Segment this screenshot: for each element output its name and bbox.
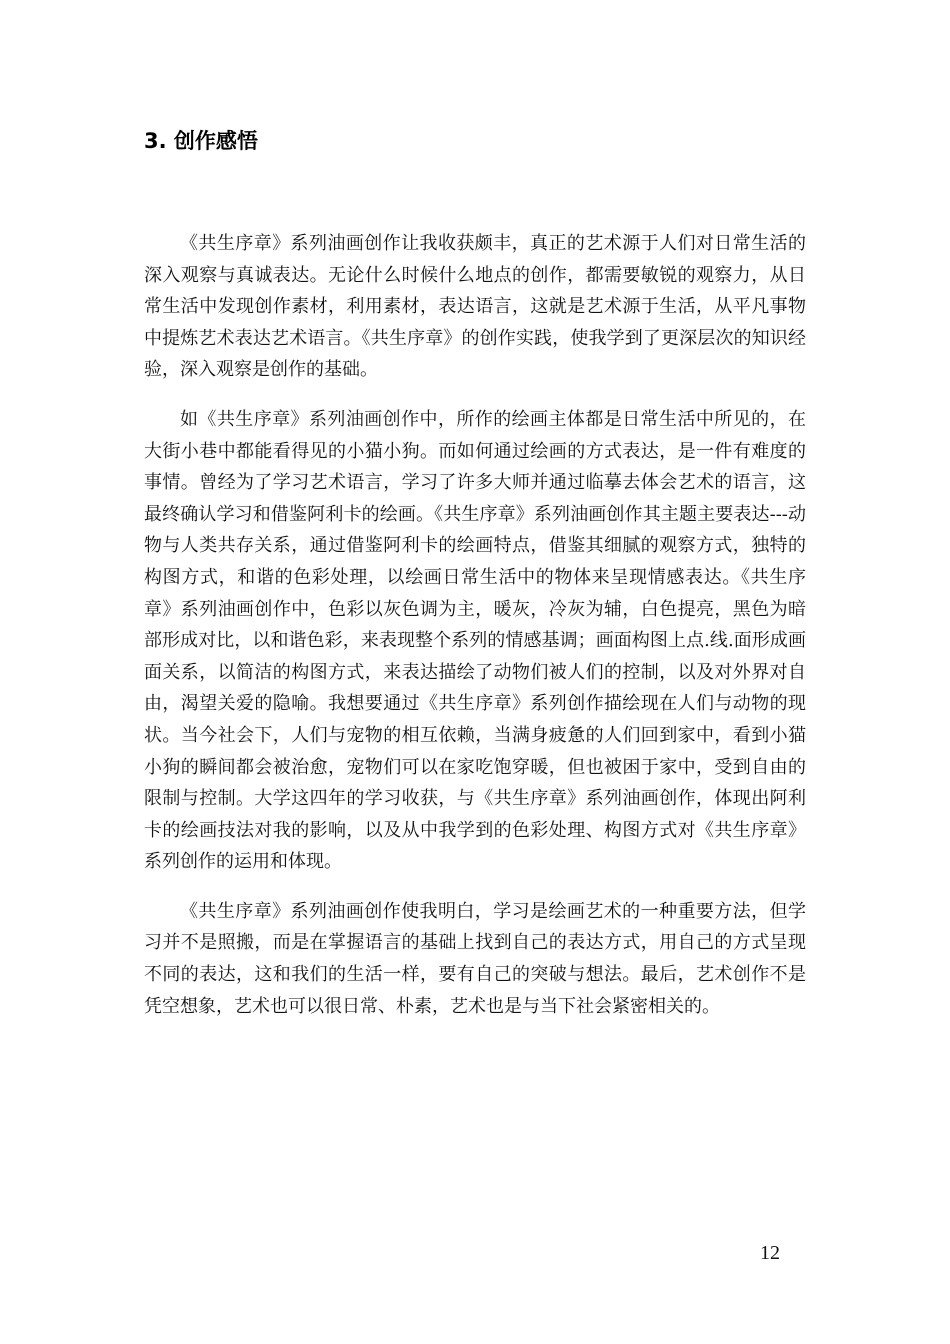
section-title: 3. 创作感悟 xyxy=(144,129,258,153)
page-number: 12 xyxy=(760,1242,780,1264)
paragraph-3: 《共生序章》系列油画创作使我明白，学习是绘画艺术的一种重要方法，但学习并不是照搬，而是在掌握语言的基础上找到自己的表达方式，用自己的方式呈现不同的表达，这和我们的生活一样，要有自己的突破与想法。最后，艺术创作不是凭空想象，艺术也可以很日常、朴素，艺术也是与当下社会紧密相关的。 xyxy=(144,900,806,1017)
paragraph-2: 如《共生序章》系列油画创作中，所作的绘画主体都是日常生活中所见的，在大街小巷中都能看得见的小猫小狗。而如何通过绘画的方式表达，是一件有难度的事情。曾经为了学习艺术语言，学习了许多大师并通过临摹去体会艺术的语言，这最终确认学习和借鉴阿利卡的绘画。《共生序章》系列油画创作其主题主要表达---动物与人类共存关系，通过借鉴阿利卡的绘画特点，借鉴其细腻的观察方式，独特的构图方式，和谐的色彩处理，以绘画日常生活中的物体来呈现情感表达。《共生序章》系列油画创作中，色彩以灰色调为主，暖灰，冷灰为辅，白色提亮，黑色为暗部形成对比，以和谐色彩，来表现整个系列的情感基调；画面构图上点.线.面形成画面关系，以简洁的构图方式，来表达描绘了动物们被人们的控制，以及对外界对自由，渴望关爱的隐喻。我想要通过《共生序章》系列创作描绘现在人们与动物的现状。当今社会下，人们与宠物的相互依赖，当满身疲惫的人们回到家中，看到小猫小狗的瞬间都会被治愈，宠物们可以在家吃饱穿暖，但也被困于家中，受到自由的限制与控制。大学这四年的学习收获，与《共生序章》系列油画创作，体现出阿利卡的绘画技法对我的影响，以及从中我学到的色彩处理、构图方式对《共生序章》系列创作的运用和体现。 xyxy=(144,408,806,873)
paragraph-1: 《共生序章》系列油画创作让我收获颇丰，真正的艺术源于人们对日常生活的深入观察与真诚表达。无论什么时候什么地点的创作，都需要敏锐的观察力，从日常生活中发现创作素材，利用素材，表达语言，这就是艺术源于生活，从平凡事物中提炼艺术表达艺术语言。《共生序章》的创作实践，使我学到了更深层次的知识经验，深入观察是创作的基础。 xyxy=(144,233,806,381)
body-text xyxy=(144,228,806,1040)
